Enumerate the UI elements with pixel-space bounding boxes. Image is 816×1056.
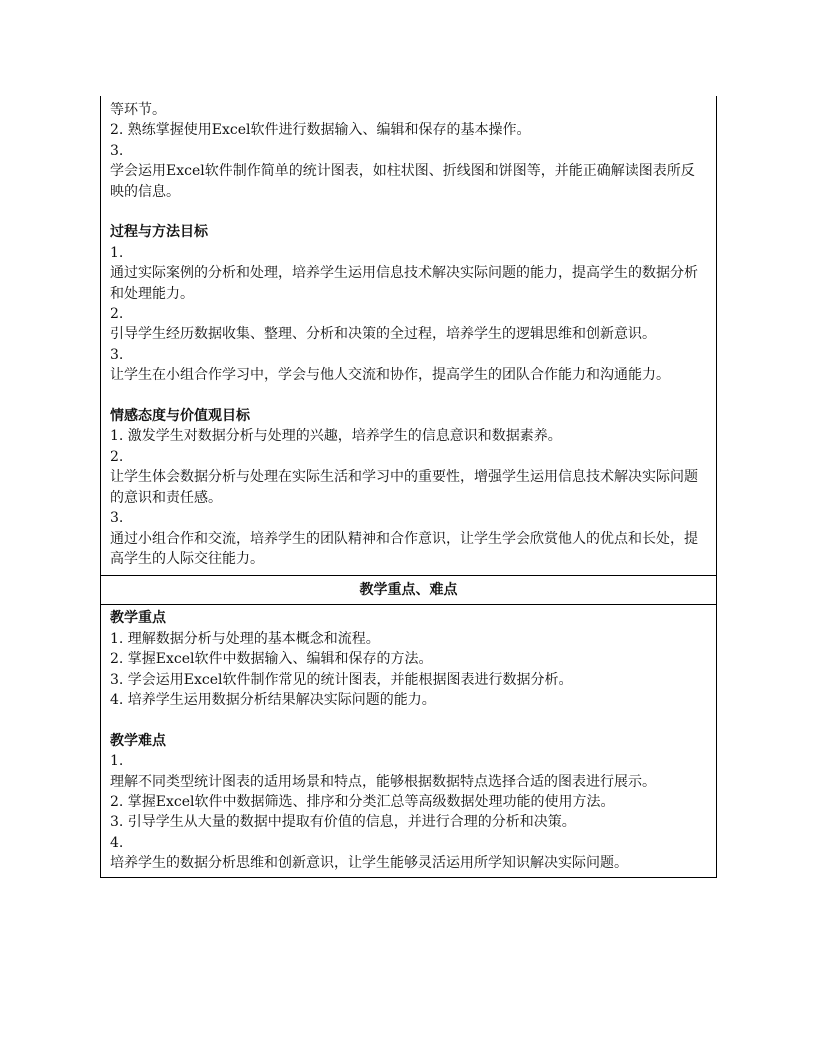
key-point-line: 4. 培养学生运用数据分析结果解决实际问题的能力。 (110, 691, 436, 708)
emotion-goal-line: 2. (110, 448, 124, 465)
lesson-plan-table (100, 96, 717, 878)
emotion-goals-heading: 情感态度与价值观目标 (110, 408, 250, 425)
difficult-point-line: 1. (110, 753, 124, 770)
key-difficult-points-header: 教学重点、难点 (101, 575, 716, 605)
spacer (110, 710, 707, 730)
objective-text-line: 学会运用Excel软件制作简单的统计图表，如柱状图、折线图和饼图等，并能正确解读图表所反映的信息。 (110, 163, 695, 200)
objectives-cell (101, 96, 716, 575)
spacer (110, 202, 707, 222)
key-point-line: 1. 理解数据分析与处理的基本概念和流程。 (110, 630, 380, 647)
process-goal-line: 3. (110, 346, 124, 363)
difficult-point-line: 培养学生的数据分析思维和创新意识，让学生能够灵活运用所学知识解决实际问题。 (110, 855, 628, 872)
key-difficult-cell (101, 605, 716, 876)
process-goal-line: 引导学生经历数据收集、整理、分析和决策的全过程，培养学生的逻辑思维和创新意识。 (110, 326, 656, 343)
emotion-goal-line: 让学生体会数据分析与处理在实际生活和学习中的重要性，增强学生运用信息技术解决实际问题的意识和责任感。 (110, 469, 698, 506)
key-points-heading: 教学重点 (110, 610, 166, 627)
difficult-point-line: 4. (110, 834, 124, 851)
difficult-points-heading: 教学难点 (110, 732, 166, 749)
spacer (110, 386, 707, 406)
emotion-goal-line: 3. (110, 510, 124, 527)
difficult-point-line: 理解不同类型统计图表的适用场景和特点，能够根据数据特点选择合适的图表进行展示。 (110, 773, 656, 790)
emotion-goal-line: 1. 激发学生对数据分析与处理的兴趣，培养学生的信息意识和数据素养。 (110, 428, 562, 445)
process-goal-line: 让学生在小组合作学习中，学会与他人交流和协作，提高学生的团队合作能力和沟通能力。 (110, 367, 670, 384)
objective-text-line: 等环节。 (110, 102, 166, 118)
process-goal-line: 2. (110, 306, 124, 323)
objective-text-line: 2. 熟练掌握使用Excel软件进行数据输入、编辑和保存的基本操作。 (110, 122, 531, 139)
difficult-point-line: 3. 引导学生从大量的数据中提取有价值的信息，并进行合理的分析和决策。 (110, 814, 576, 831)
process-goals-heading: 过程与方法目标 (110, 224, 208, 241)
objective-text-line: 3. (110, 142, 124, 159)
process-goal-line: 通过实际案例的分析和处理，培养学生运用信息技术解决实际问题的能力，提高学生的数据分析和处理能力。 (110, 265, 698, 302)
emotion-goal-line: 通过小组合作和交流，培养学生的团队精神和合作意识，让学生学会欣赏他人的优点和长处，提高学生的人际交往能力。 (110, 530, 698, 567)
key-point-line: 3. 学会运用Excel软件制作常见的统计图表，并能根据图表进行数据分析。 (110, 671, 573, 688)
difficult-point-line: 2. 掌握Excel软件中数据筛选、排序和分类汇总等高级数据处理功能的使用方法。 (110, 793, 615, 810)
key-point-line: 2. 掌握Excel软件中数据输入、编辑和保存的方法。 (110, 651, 433, 668)
process-goal-line: 1. (110, 244, 124, 261)
